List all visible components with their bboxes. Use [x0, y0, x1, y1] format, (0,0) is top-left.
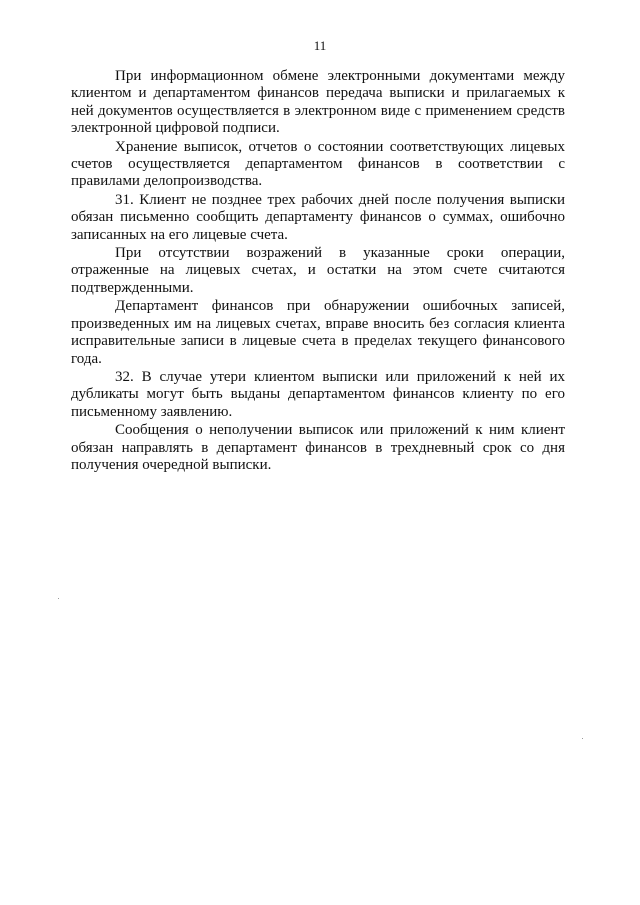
paragraph-clause-32: 32. В случае утери клиентом выписки или приложений к ней их дубликаты могут быть выданы департаментом финансов клиенту по его письменному заявлению.: [71, 368, 565, 420]
scan-speck: [582, 738, 583, 739]
paragraph-non-receipt: Сообщения о неполучении выписок или приложений к ним клиент обязан направлять в департамент финансов в трехдневный срок со дня получения очередной выписки.: [71, 422, 565, 473]
page-number: 11: [313, 38, 327, 53]
document-body: [71, 68, 565, 474]
paragraph-corrections: Департамент финансов при обнаружении ошибочных записей, произведенных им на лицевых счетах, вправе вносить без согласия клиента исправительные записи в лицевые счета в пределах текущего финансового года.: [71, 298, 565, 367]
scan-speck: [58, 598, 59, 599]
paragraph-storage: Хранение выписок, отчетов о состоянии соответствующих лицевых счетов осуществляется департаментом финансов в соответствии с правилами делопроизводства.: [71, 138, 565, 190]
paragraph-clause-31: 31. Клиент не позднее трех рабочих дней после получения выписки обязан письменно сообщить департаменту финансов о суммах, ошибочно записанных на его лицевые счета.: [71, 191, 565, 243]
paragraph-electronic-exchange: При информационном обмене электронными документами между клиентом и департаментом финансов передача выписки и прилагаемых к ней документов осуществляется в электронном виде с применением средств электронной цифровой подписи.: [71, 68, 565, 137]
paragraph-no-objections: При отсутствии возражений в указанные сроки операции, отраженные на лицевых счетах, и остатки на этом счете считаются подтвержденными.: [71, 245, 565, 296]
